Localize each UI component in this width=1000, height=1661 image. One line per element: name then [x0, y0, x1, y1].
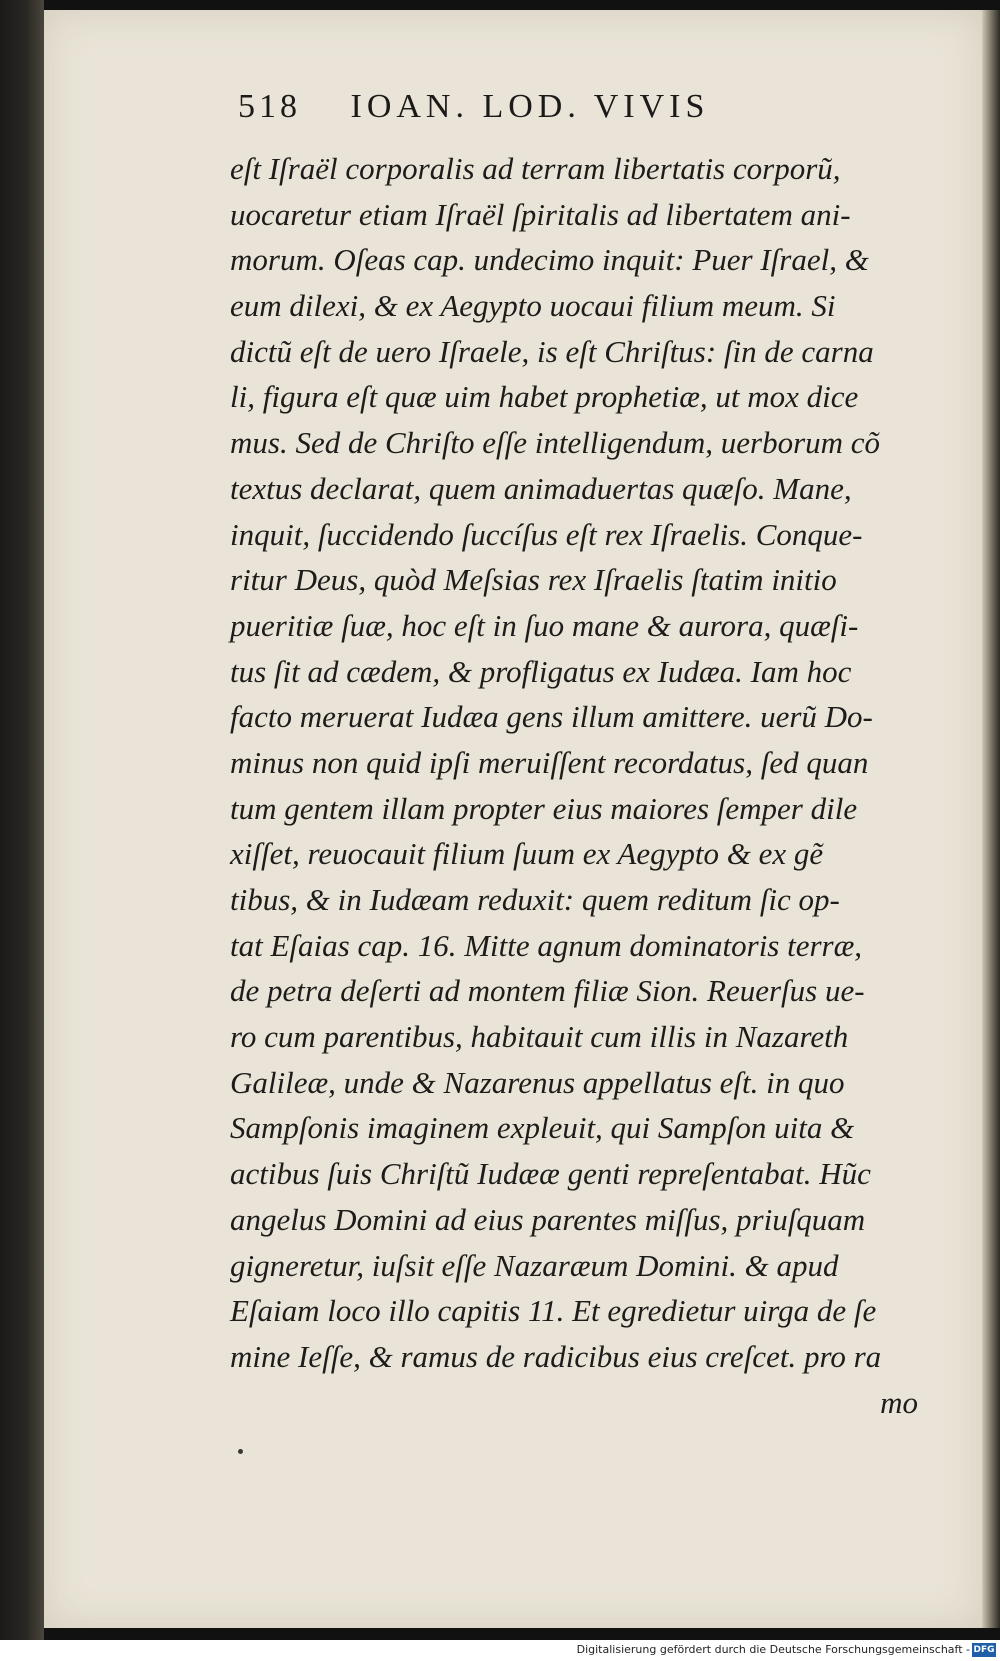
text-line: li, figura eſt quæ uim habet prophetiæ, ut mox dice [230, 379, 859, 415]
text-line: tum gentem illam propter eius maiores ſemper dile [230, 790, 858, 826]
text-line: textus declarat, quem animaduertas quæſo. Mane, [230, 470, 852, 506]
body-text [230, 146, 930, 1425]
text-line: dictũ eſt de uero Iſraele, is eſt Chriſtus: ſin de carna [230, 333, 874, 369]
text-line: mine Ieſſe, & ramus de radicibus eius creſcet. pro ra [230, 1338, 882, 1374]
catchword: mo [880, 1384, 918, 1420]
text-line: angelus Domini ad eius parentes miſſus, priuſquam [230, 1201, 866, 1237]
dfg-logo-icon: DFG [973, 1645, 995, 1655]
text-line: Eſaiam loco illo capitis 11. Et egredietur uirga de ſe [230, 1293, 877, 1329]
text-line: actibus ſuis Chriſtũ Iudææ genti repreſentabat. Hũc [230, 1156, 871, 1192]
page-fore-edge [982, 10, 1000, 1628]
text-line: tat Eſaias cap. 16. Mitte agnum dominatoris terræ, [230, 927, 863, 963]
text-line: Sampſonis imaginem expleuit, qui Sampſon uita & [230, 1110, 855, 1146]
page-number: 518 [238, 88, 301, 125]
text-line: gigneretur, iuſsit eſſe Nazaræum Domini. & apud [230, 1247, 839, 1283]
text-line: inquit, ſuccidendo ſuccíſus eſt rex Iſraelis. Conque- [230, 516, 863, 552]
digitization-credit: Digitalisierung gefördert durch die Deutsche Forschungsgemeinschaft - [576, 1643, 970, 1656]
text-line: de petra deſerti ad montem filiæ Sion. Reuerſus ue- [230, 973, 865, 1009]
running-head: IOAN. LOD. VIVIS [350, 88, 710, 125]
book-spine-edge [0, 0, 44, 1640]
text-line: facto meruerat Iudæa gens illum amittere. uerũ Do- [230, 699, 873, 735]
text-line: eſt Iſraël corporalis ad terram libertatis corporũ, [230, 151, 841, 186]
text-line: ritur Deus, quòd Meſsias rex Iſraelis ſtatim initio [230, 562, 837, 598]
text-line: tibus, & in Iudæam reduxit: quem reditum ſic op- [230, 882, 840, 917]
text-line: eum dilexi, & ex Aegypto uocaui filium meum. Si [230, 288, 836, 324]
text-line: Galileæ, unde & Nazarenus appellatus eſt. in quo [230, 1064, 845, 1100]
text-line: mus. Sed de Chriſto eſſe intelligendum, uerborum cõ [230, 425, 881, 461]
text-line: minus non quid ipſi meruiſſent recordatus, ſed quan [230, 744, 869, 780]
text-line: uocaretur etiam Iſraël ſpiritalis ad libertatem ani- [230, 196, 851, 232]
page-header [238, 88, 858, 138]
text-line: morum. Oſeas cap. undecimo inquit: Puer Iſrael, & [230, 242, 869, 278]
text-line: ro cum parentibus, habitauit cum illis in Nazareth [230, 1019, 849, 1055]
text-line: xiſſet, reuocauit filium ſuum ex Aegypto & ex gẽ [230, 836, 824, 872]
text-line: tus ſit ad cædem, & profligatus ex Iudæa. Iam hoc [230, 653, 852, 689]
text-line: pueritiæ ſuæ, hoc eſt in ſuo mane & aurora, quæſi- [230, 607, 859, 643]
ink-speck [238, 1449, 243, 1454]
